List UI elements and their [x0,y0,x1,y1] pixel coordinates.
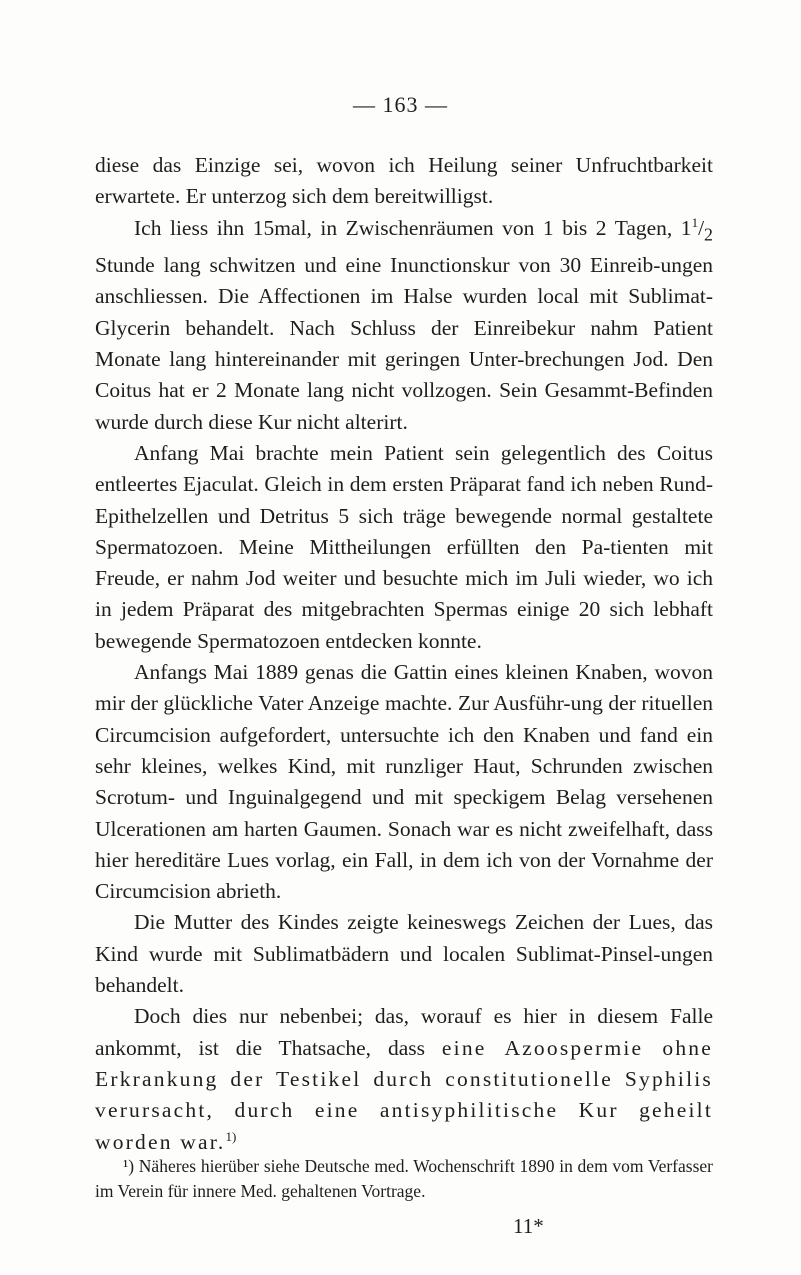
text-run: Ich liess ihn 15mal, in Zwischenräumen von 1 bis 2 Tagen, 1 [134,215,692,240]
footnote-paragraph [95,1154,713,1204]
subscript: 2 [704,223,713,244]
paragraph [95,213,713,438]
footnote [95,1154,713,1204]
page-number: — 163 — [353,92,448,117]
footnote-marker: ¹) [123,1156,135,1176]
body-text [95,150,713,1158]
text-run: Doch dies nur nebenbei; das, worauf es hier in diesem Falle ankommt, ist die Thatsache, dass [95,1004,713,1060]
text-run: Stunde lang schwitzen und eine Inunctionskur von 30 Einreib-ungen anschliessen. Die Affectionen im Halse wurden local mit Sublimat-Glycerin behandelt. Nach Schluss der Einreibekur nahm Patient Monate lang hintereinander mit geringen Unter-brechungen Jod. Den Coitus hat er 2 Monate lang nicht vollzogen. Sein Gesammt-Befinden wurde durch diese Kur nicht alterirt. [95,253,713,434]
superscript: 1) [225,1128,237,1144]
text-run: Die Mutter des Kindes zeigte keineswegs Zeichen der Lues, das Kind wurde mit Sublimatbädern und localen Sublimat-Pinsel-ungen behandelt. [95,910,713,998]
text-run: eine Azoospermie ohne Erkrankung der Testikel durch constitutionelle Syphilis verursacht, durch eine antisyphilitische Kur geheilt worden war. [95,1035,714,1154]
footnote-text: Näheres hierüber siehe Deutsche med. Wochenschrift 1890 in dem vom Verfasser im Verein für innere Med. gehaltenen Vortrage. [95,1156,713,1201]
paragraph [95,438,713,657]
text-run: Anfangs Mai 1889 genas die Gattin eines kleinen Knaben, wovon mir der glückliche Vater Anzeige machte. Zur Ausführ-ung der rituellen Circumcision aufgefordert, untersuchte ich den Knaben und fand ein sehr kleines, welkes Kind, mit runzliger Haut, Schrunden zwischen Scrotum- und Inguinalgegend und mit speckigem Belag versehenen Ulcerationen am harten Gaumen. Sonach war es nicht zweifelhaft, dass hier hereditäre Lues vorlag, ein Fall, in dem ich von der Vornahme der Circumcision abrieth. [95,660,713,904]
paragraph [95,1001,713,1157]
superscript: 1 [691,214,699,230]
paragraph [95,150,713,213]
paragraph [95,907,713,1001]
printer-signature: 11* [513,1214,544,1238]
text-run: diese das Einzige sei, wovon ich Heilung seiner Unfruchtbarkeit erwartete. Er unterzog sich dem bereitwilligst. [95,153,713,209]
text-run: Anfang Mai brachte mein Patient sein gelegentlich des Coitus entleertes Ejaculat. Gleich in dem ersten Präparat fand ich neben Rund-Epithelzellen und Detritus 5 sich träge bewegende normal gestaltete Spermatozoen. Meine Mittheilungen erfüllten den Pa-tienten mit Freude, er nahm Jod weiter und besuchte mich im Juli wieder, wo ich in jedem Präparat des mitgebrachten Spermas einige 20 sich lebhaft bewegende Spermatozoen entdecken konnte. [95,440,713,653]
paragraph [95,657,713,907]
text-run: / [698,215,705,240]
